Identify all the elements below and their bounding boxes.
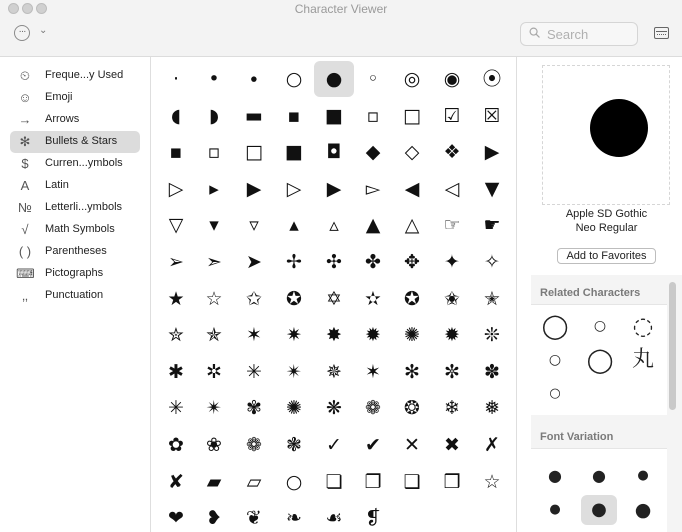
sidebar-item-label: Letterli...ymbols xyxy=(45,201,123,213)
character-cell[interactable]: ▷ xyxy=(168,177,184,200)
numero-icon: № xyxy=(18,200,32,215)
sidebar-item-label: Pictographs xyxy=(45,267,104,279)
related-character-cell[interactable]: 丸 xyxy=(631,347,654,372)
character-cell[interactable]: ◎ xyxy=(403,68,421,90)
character-cell[interactable]: □ xyxy=(245,141,263,164)
character-cell[interactable]: ▪ xyxy=(169,141,183,164)
character-cell[interactable]: ▱ xyxy=(246,470,262,493)
character-cell[interactable]: ✱ xyxy=(168,360,184,383)
character-cell[interactable]: ✿ xyxy=(168,434,184,456)
related-characters-heading: Related Characters xyxy=(540,287,641,299)
character-cell[interactable]: ✢ xyxy=(286,251,302,273)
character-cell[interactable]: ▿ xyxy=(249,214,259,237)
character-cell[interactable]: ❡ xyxy=(365,507,381,530)
sidebar-item[interactable] xyxy=(10,219,140,241)
character-cell[interactable]: ✫ xyxy=(365,287,381,310)
character-cell[interactable]: ✪ xyxy=(404,287,420,310)
font-name-line2: Neo Regular xyxy=(575,222,638,234)
character-cell[interactable]: ❏ xyxy=(325,470,343,493)
character-cell[interactable]: ▷ xyxy=(286,177,302,200)
character-cell[interactable]: ✡ xyxy=(326,287,342,310)
arrow-icon: → xyxy=(18,112,32,127)
character-cell[interactable]: ✶ xyxy=(365,360,381,383)
character-cell[interactable]: ▶ xyxy=(246,177,262,200)
sidebar-item-label: Curren...ymbols xyxy=(45,157,123,169)
sidebar-item[interactable] xyxy=(10,109,140,131)
character-cell[interactable]: ❦ xyxy=(246,507,262,530)
character-cell[interactable]: ❐ xyxy=(364,470,382,493)
character-cell[interactable]: ✓ xyxy=(326,434,342,456)
character-cell[interactable]: ○ xyxy=(285,68,303,90)
character-cell[interactable]: ▾ xyxy=(209,214,219,237)
detail-scrollbar[interactable] xyxy=(669,282,676,410)
character-cell[interactable]: ■ xyxy=(285,141,303,164)
character-cell[interactable]: ▶ xyxy=(326,177,342,200)
character-cell[interactable]: ❅ xyxy=(484,397,500,420)
character-cell[interactable]: ■ xyxy=(325,104,343,127)
character-cell[interactable]: ◉ xyxy=(443,68,461,90)
character-cell[interactable]: ❋ xyxy=(326,397,342,420)
character-cell[interactable]: ▫ xyxy=(366,104,380,127)
character-cell[interactable]: ✷ xyxy=(286,324,302,347)
character-cell[interactable]: ∙ xyxy=(248,68,260,90)
character-cell[interactable]: ✴ xyxy=(206,397,222,420)
character-cell[interactable]: ☑ xyxy=(443,104,461,127)
latin-letter-icon: A xyxy=(20,178,30,193)
character-cell[interactable]: ✺ xyxy=(404,324,420,347)
square-root-icon: √ xyxy=(21,222,29,237)
character-cell[interactable]: ❂ xyxy=(404,397,420,420)
character-cell[interactable]: ☛ xyxy=(483,214,501,237)
character-cell[interactable]: ○ xyxy=(285,470,303,493)
character-cell[interactable]: ▲ xyxy=(365,214,381,237)
character-cell[interactable]: ▴ xyxy=(289,214,299,237)
character-cell[interactable]: ◀ xyxy=(404,177,420,200)
sidebar-item[interactable] xyxy=(10,153,140,175)
character-cell[interactable]: ▰ xyxy=(206,470,222,493)
character-cell[interactable]: ◁ xyxy=(444,177,460,200)
character-cell[interactable]: ✦ xyxy=(444,251,460,273)
font-variation-cell[interactable]: ● xyxy=(637,468,649,483)
character-cell[interactable]: ✼ xyxy=(444,360,460,383)
character-cell[interactable]: ◘ xyxy=(326,141,342,164)
title-bar xyxy=(0,0,682,57)
related-character-cell[interactable]: ○ xyxy=(593,318,607,334)
character-cell[interactable]: ➣ xyxy=(206,251,222,273)
font-variation-cell[interactable]: ● xyxy=(548,466,562,485)
character-cell[interactable]: ❧ xyxy=(286,507,302,530)
action-menu-button[interactable]: ··· xyxy=(14,25,30,41)
character-grid xyxy=(151,57,517,532)
add-to-favorites-button[interactable]: Add to Favorites xyxy=(557,248,656,264)
character-cell[interactable]: ☆ xyxy=(205,287,223,310)
character-cell[interactable]: · xyxy=(172,68,180,90)
sidebar-item-label: Emoji xyxy=(45,91,73,103)
character-cell[interactable]: ✻ xyxy=(404,360,420,383)
punctuation-icon: ‚‚ xyxy=(22,288,28,303)
character-cell[interactable]: △ xyxy=(404,214,420,237)
character-cell[interactable]: ✧ xyxy=(484,251,500,273)
asterisk-icon: ✻ xyxy=(19,134,31,149)
sidebar-item[interactable] xyxy=(10,285,140,307)
related-character-cell[interactable]: ◌ xyxy=(632,312,654,340)
character-cell[interactable]: ▽ xyxy=(168,214,184,237)
character-cell[interactable]: ⦿ xyxy=(482,68,502,90)
related-character-cell[interactable]: ◯ xyxy=(586,346,614,374)
sidebar-item[interactable] xyxy=(10,87,140,109)
sidebar-item[interactable] xyxy=(10,131,140,153)
character-cell[interactable]: ✣ xyxy=(326,251,342,273)
character-cell[interactable]: ✹ xyxy=(444,324,460,347)
search-field[interactable] xyxy=(520,22,638,46)
character-cell[interactable]: ▼ xyxy=(484,177,500,200)
character-cell[interactable]: ▫ xyxy=(207,141,221,164)
character-cell[interactable]: ❀ xyxy=(206,434,222,456)
search-input[interactable] xyxy=(547,26,633,42)
character-cell[interactable]: ✩ xyxy=(246,287,262,310)
character-cell[interactable]: ✳ xyxy=(168,397,184,420)
character-cell[interactable]: ✯ xyxy=(206,324,222,347)
character-cell[interactable]: ▶ xyxy=(484,141,500,164)
smiley-icon: ☺ xyxy=(18,90,32,105)
character-cell[interactable]: ✬ xyxy=(444,287,460,310)
character-cell[interactable]: ✖ xyxy=(444,434,460,456)
font-variation-cell[interactable]: ● xyxy=(581,495,617,525)
font-variation-heading: Font Variation xyxy=(540,431,614,443)
character-cell[interactable]: ▵ xyxy=(329,214,339,237)
character-cell[interactable]: ✺ xyxy=(286,397,302,420)
character-cell[interactable]: ✴ xyxy=(286,360,302,383)
character-cell[interactable]: ✽ xyxy=(484,360,500,383)
clock-icon: ⏲ xyxy=(19,68,31,83)
character-cell[interactable]: ☒ xyxy=(483,104,501,127)
character-cell[interactable]: ✗ xyxy=(484,434,500,456)
character-cell[interactable]: ☆ xyxy=(483,470,501,493)
character-cell[interactable]: ✮ xyxy=(168,324,184,347)
character-cell[interactable]: ✹ xyxy=(365,324,381,347)
font-name-line1: Apple SD Gothic xyxy=(565,208,648,220)
character-cell[interactable]: ☞ xyxy=(443,214,461,237)
font-variation-cell[interactable]: ● xyxy=(549,502,561,517)
font-variation-cell[interactable]: ● xyxy=(592,466,606,485)
font-variation-list xyxy=(531,448,667,532)
character-cell[interactable]: ● xyxy=(314,61,354,97)
window-title: Character Viewer xyxy=(294,2,388,16)
sidebar-item-label: Punctuation xyxy=(45,289,104,301)
character-cell[interactable]: ❒ xyxy=(443,470,461,493)
character-cell[interactable]: ◆ xyxy=(365,141,381,164)
sidebar-item[interactable] xyxy=(10,197,140,219)
preview-glyph xyxy=(590,99,648,157)
related-character-cell[interactable]: ○ xyxy=(549,386,561,401)
character-cell[interactable]: ✭ xyxy=(484,287,500,310)
related-character-cell[interactable]: ○ xyxy=(548,352,562,368)
character-cell[interactable]: ◇ xyxy=(404,141,420,164)
character-cell[interactable]: ❊ xyxy=(484,324,500,347)
character-preview xyxy=(542,65,670,205)
character-cell[interactable]: ✾ xyxy=(246,397,262,420)
sidebar-item[interactable] xyxy=(10,263,140,285)
search-icon xyxy=(529,27,540,38)
related-character-cell[interactable]: ◯ xyxy=(541,312,569,340)
character-cell[interactable]: ✶ xyxy=(246,324,262,347)
character-cell[interactable]: ❁ xyxy=(365,397,381,420)
character-cell[interactable]: ❃ xyxy=(286,434,302,456)
sidebar-item-label: Freque...y Used xyxy=(45,69,124,81)
character-cell[interactable]: ▬ xyxy=(245,104,263,127)
character-cell[interactable]: ▪ xyxy=(287,104,301,127)
sidebar-item-label: Bullets & Stars xyxy=(45,135,118,147)
character-cell[interactable]: ◗ xyxy=(208,104,219,127)
sidebar-item-label: Arrows xyxy=(45,113,80,125)
chevron-down-icon[interactable]: ⌄ xyxy=(39,25,48,36)
sidebar-item-label: Parentheses xyxy=(45,245,107,257)
character-cell[interactable]: ➤ xyxy=(246,251,262,273)
sidebar-item[interactable] xyxy=(10,241,140,263)
dollar-icon: $ xyxy=(21,156,29,171)
category-sidebar xyxy=(0,57,151,532)
character-cell[interactable]: ✔ xyxy=(365,434,381,456)
character-cell[interactable]: ✪ xyxy=(286,287,302,310)
character-cell[interactable]: ◦ xyxy=(367,68,379,90)
character-cell[interactable]: ❖ xyxy=(443,141,461,164)
character-cell[interactable]: □ xyxy=(403,104,421,127)
sidebar-item[interactable] xyxy=(10,65,140,87)
font-variation-cell[interactable]: ● xyxy=(634,499,652,521)
character-cell[interactable]: ▻ xyxy=(365,177,381,200)
character-cell[interactable]: • xyxy=(208,68,220,90)
character-cell[interactable]: ❁ xyxy=(246,434,262,456)
character-cell[interactable]: ✳ xyxy=(246,360,262,383)
character-cell[interactable]: ❑ xyxy=(403,470,421,493)
sidebar-item[interactable] xyxy=(10,175,140,197)
character-cell[interactable]: ◖ xyxy=(170,104,181,127)
character-cell[interactable]: ❄ xyxy=(444,397,460,420)
character-cell[interactable]: ➢ xyxy=(168,251,184,273)
character-cell[interactable]: ✥ xyxy=(404,251,420,273)
toggle-view-icon[interactable] xyxy=(654,27,669,39)
character-cell[interactable]: ✸ xyxy=(326,324,342,347)
related-characters-list xyxy=(531,304,667,415)
character-cell[interactable]: ▸ xyxy=(209,177,219,200)
character-cell[interactable]: ❥ xyxy=(206,507,222,530)
detail-panel xyxy=(531,57,682,532)
character-cell[interactable]: ✕ xyxy=(404,434,420,456)
character-cell[interactable]: ✲ xyxy=(206,360,222,383)
character-cell[interactable]: ✤ xyxy=(365,251,381,273)
sidebar-item-label: Math Symbols xyxy=(45,223,115,235)
sidebar-item-label: Latin xyxy=(45,179,69,191)
pictograph-icon: ⌨ xyxy=(16,266,35,281)
character-cell[interactable]: ✘ xyxy=(168,470,184,493)
parentheses-icon: ( ) xyxy=(18,244,32,259)
character-cell[interactable]: ☙ xyxy=(325,507,343,530)
character-cell[interactable]: ★ xyxy=(167,287,185,310)
character-cell[interactable]: ✵ xyxy=(326,360,342,383)
character-cell[interactable]: ❤ xyxy=(168,507,184,530)
